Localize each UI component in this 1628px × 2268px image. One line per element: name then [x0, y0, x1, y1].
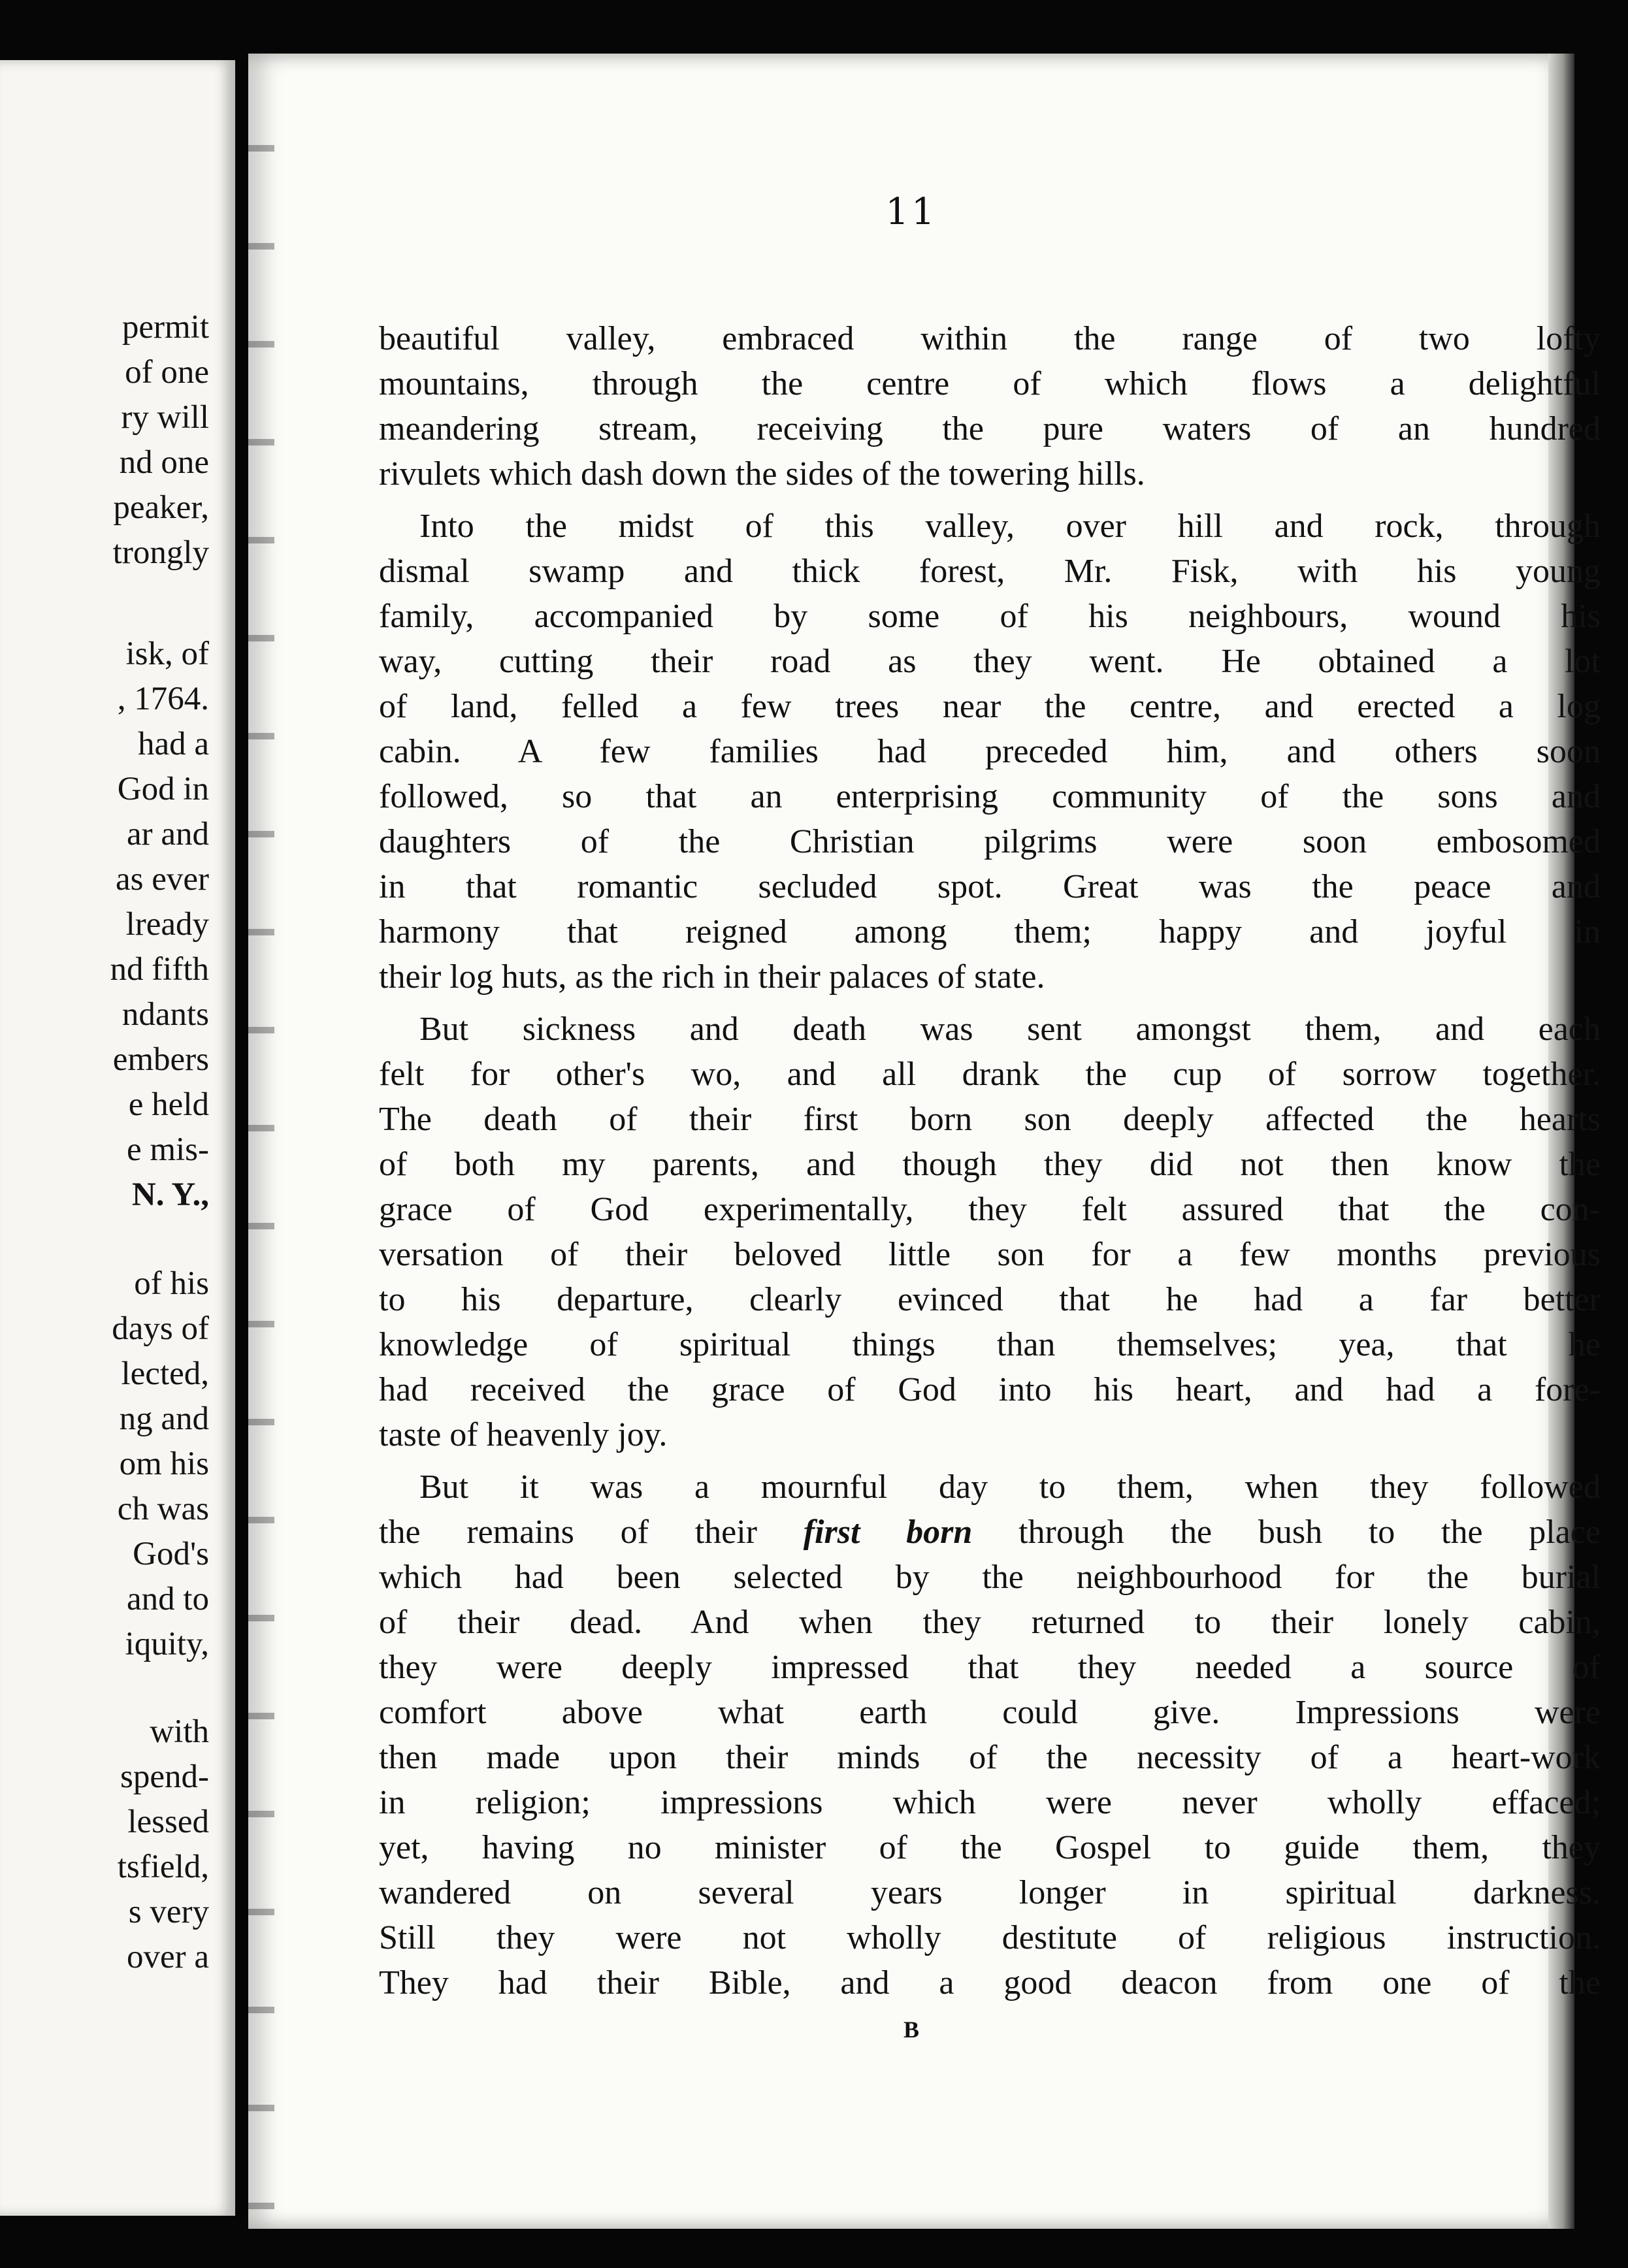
left-fragment: ar and	[126, 816, 209, 852]
text-line: in religion; impressions which were never wholly effaced;	[379, 1784, 1601, 1821]
left-fragment: God in	[117, 771, 209, 807]
page-number: 11	[885, 191, 937, 233]
text-line: which had been selected by the neighbourhood for the burial	[379, 1559, 1601, 1596]
body-text	[379, 316, 1601, 2005]
left-fragment: e held	[128, 1086, 209, 1123]
text-line: had received the grace of God into his heart, and had a fore-	[379, 1371, 1601, 1408]
left-fragment: s very	[128, 1894, 209, 1930]
left-fragment: over a	[126, 1939, 209, 1975]
text-run: through the bush to the place	[1018, 1514, 1601, 1551]
left-fragment: permit	[122, 309, 209, 346]
right-page	[248, 54, 1601, 2229]
left-fragment: as ever	[116, 861, 209, 898]
left-fragment: ry will	[121, 399, 209, 436]
text-line: versation of their beloved little son for a few months previous	[379, 1236, 1601, 1273]
text-line: then made upon their minds of the necessity of a heart-work	[379, 1739, 1601, 1776]
left-fragment: ndants	[122, 996, 209, 1033]
binding-stitch-marks	[248, 54, 274, 2229]
text-line: their log huts, as the rich in their palaces of state.	[379, 958, 1045, 996]
left-fragment: had a	[137, 726, 209, 762]
text-line: way, cutting their road as they went. He obtained a lot	[379, 643, 1601, 680]
text-line: family, accompanied by some of his neighbours, wound his	[379, 598, 1601, 635]
left-fragment: of one	[125, 354, 209, 391]
text-line-with-emphasis	[379, 1510, 1601, 1555]
text-line: daughters of the Christian pilgrims were soon embosomed	[379, 823, 1601, 860]
left-fragment: of his	[134, 1265, 209, 1302]
left-fragment: tsfield,	[117, 1849, 209, 1885]
text-line: dismal swamp and thick forest, Mr. Fisk, with his young	[379, 553, 1601, 590]
text-line: of their dead. And when they returned to their lonely cabin,	[379, 1604, 1601, 1641]
text-line: harmony that reigned among them; happy and joyful in	[379, 913, 1601, 950]
left-fragment: nd fifth	[110, 951, 209, 988]
text-line: mountains, through the centre of which flows a delightful	[379, 365, 1601, 402]
text-line: wandered on several years longer in spiritual darkness.	[379, 1874, 1601, 1911]
left-fragment: ng and	[119, 1401, 209, 1437]
left-fragment: iquity,	[125, 1626, 209, 1662]
left-fragment: isk, of	[125, 636, 209, 672]
left-fragment: N. Y.,	[131, 1176, 209, 1213]
left-fragment: nd one	[119, 444, 209, 481]
text-line: They had their Bible, and a good deacon from one of the	[379, 1964, 1601, 2001]
text-line: grace of God experimentally, they felt assured that the con-	[379, 1191, 1601, 1228]
left-fragment: spend-	[120, 1758, 209, 1795]
text-line: felt for other's wo, and all drank the cup of sorrow together.	[379, 1056, 1601, 1093]
left-fragment: om his	[119, 1446, 209, 1482]
left-fragment: with	[150, 1713, 209, 1750]
signature-mark: B	[903, 2017, 919, 2043]
text-run: the remains of their	[379, 1514, 757, 1551]
left-fragment: , 1764.	[117, 681, 209, 717]
text-line: But it was a mournful day to them, when they followed	[419, 1468, 1601, 1506]
text-line: followed, so that an enterprising community of the sons and	[379, 778, 1601, 815]
text-line: they were deeply impressed that they needed a source of	[379, 1649, 1601, 1686]
left-fragment: trongly	[112, 534, 209, 571]
text-line: knowledge of spiritual things than themselves; yea, that he	[379, 1326, 1601, 1363]
left-fragment: peaker,	[113, 489, 209, 526]
text-line: yet, having no minister of the Gospel to guide them, they	[379, 1829, 1601, 1866]
left-fragment: lready	[125, 906, 209, 943]
left-fragment: God's	[133, 1536, 209, 1572]
book-gutter	[235, 60, 248, 2216]
text-line: comfort above what earth could give. Impressions were	[379, 1694, 1601, 1731]
text-line: in that romantic secluded spot. Great was the peace and	[379, 868, 1601, 905]
text-line: Into the midst of this valley, over hill and rock, through	[419, 508, 1601, 545]
left-fragment: lected,	[121, 1355, 209, 1392]
emphasis-first-born: first born	[803, 1514, 973, 1551]
text-line: of land, felled a few trees near the centre, and erected a log	[379, 688, 1601, 725]
text-line: taste of heavenly joy.	[379, 1416, 668, 1453]
text-line: rivulets which dash down the sides of the towering hills.	[379, 455, 1145, 493]
text-line: meandering stream, receiving the pure waters of an hundred	[379, 410, 1601, 447]
left-fragment: lessed	[127, 1804, 209, 1840]
text-line: Still they were not wholly destitute of religious instruction.	[379, 1919, 1601, 1956]
left-fragment: e mis-	[126, 1131, 209, 1168]
text-line: The death of their first born son deeply affected the hearts	[379, 1101, 1601, 1138]
text-line: cabin. A few families had preceded him, and others soon	[379, 733, 1601, 770]
text-line: beautiful valley, embraced within the range of two lofty	[379, 320, 1601, 357]
left-fragment: and to	[126, 1581, 209, 1617]
text-line: to his departure, clearly evinced that he had a far better	[379, 1281, 1601, 1318]
text-line: But sickness and death was sent amongst them, and each	[419, 1011, 1601, 1048]
left-fragment: embers	[112, 1041, 209, 1078]
left-facing-page	[0, 60, 235, 2216]
text-line: of both my parents, and though they did not then know the	[379, 1146, 1601, 1183]
left-fragment: ch was	[117, 1491, 209, 1527]
left-fragment: days of	[112, 1310, 209, 1347]
